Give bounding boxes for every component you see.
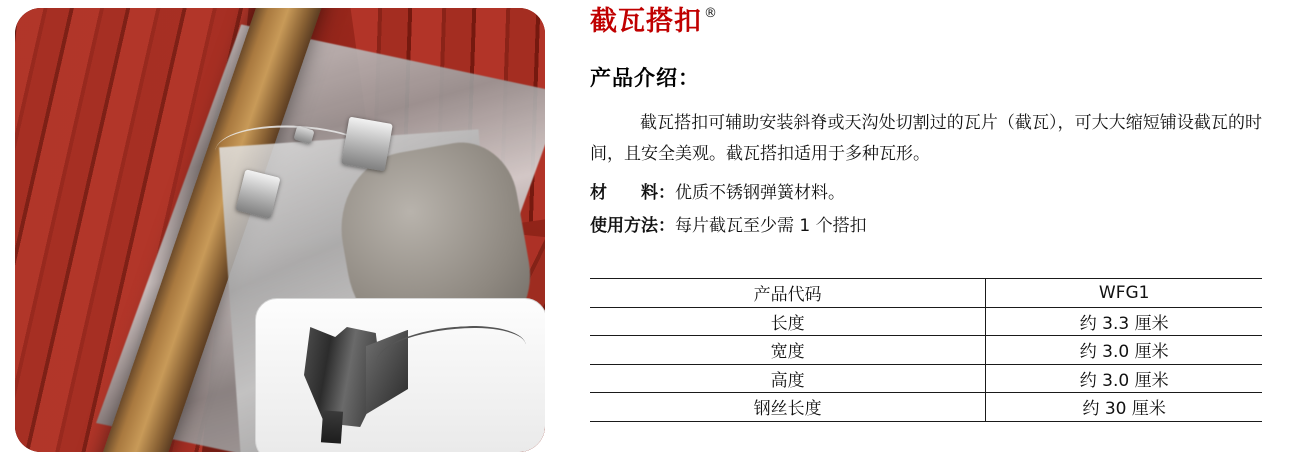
material-label: 材 料： <box>590 183 675 203</box>
table-row <box>590 364 1262 393</box>
usage-value: 每片截瓦至少需 1 个搭扣 <box>675 216 867 236</box>
main-product-photo <box>15 8 545 452</box>
clip-wire-shape <box>375 323 528 385</box>
installed-clip-right <box>341 117 393 172</box>
usage-label: 使用方法： <box>590 216 675 236</box>
material-value: 优质不锈钢弹簧材料。 <box>675 183 845 203</box>
spec-key: 产品代码 <box>590 279 986 308</box>
usage-line <box>590 211 867 236</box>
spec-key: 宽度 <box>590 336 986 365</box>
inset-product-closeup <box>255 298 545 452</box>
intro-paragraph: 截瓦搭扣可辅助安装斜脊或天沟处切割过的瓦片（截瓦），可大大缩短铺设截瓦的时间，且安全美观。截瓦搭扣适用于多种瓦形。 <box>590 113 1262 164</box>
table-row <box>590 279 1262 308</box>
clip-leg-shape <box>321 410 343 443</box>
material-line <box>590 178 845 203</box>
table-row <box>590 393 1262 422</box>
product-title: 截瓦搭扣 <box>590 6 702 37</box>
spec-key: 高度 <box>590 364 986 393</box>
spec-value: WFG1 <box>986 279 1262 308</box>
spec-value: 约 3.0 厘米 <box>986 364 1262 393</box>
spec-value: 约 3.0 厘米 <box>986 336 1262 365</box>
spec-key: 长度 <box>590 307 986 336</box>
product-title-row <box>590 8 717 35</box>
intro-heading: 产品介绍： <box>590 66 700 90</box>
specification-table <box>590 278 1262 422</box>
spec-value: 约 3.3 厘米 <box>986 307 1262 336</box>
specification-table-body <box>590 279 1262 422</box>
table-row <box>590 307 1262 336</box>
registered-trademark-icon: ® <box>704 6 717 21</box>
spec-value: 约 30 厘米 <box>986 393 1262 422</box>
table-row <box>590 336 1262 365</box>
spec-key: 钢丝长度 <box>590 393 986 422</box>
product-info-panel <box>590 0 1280 460</box>
